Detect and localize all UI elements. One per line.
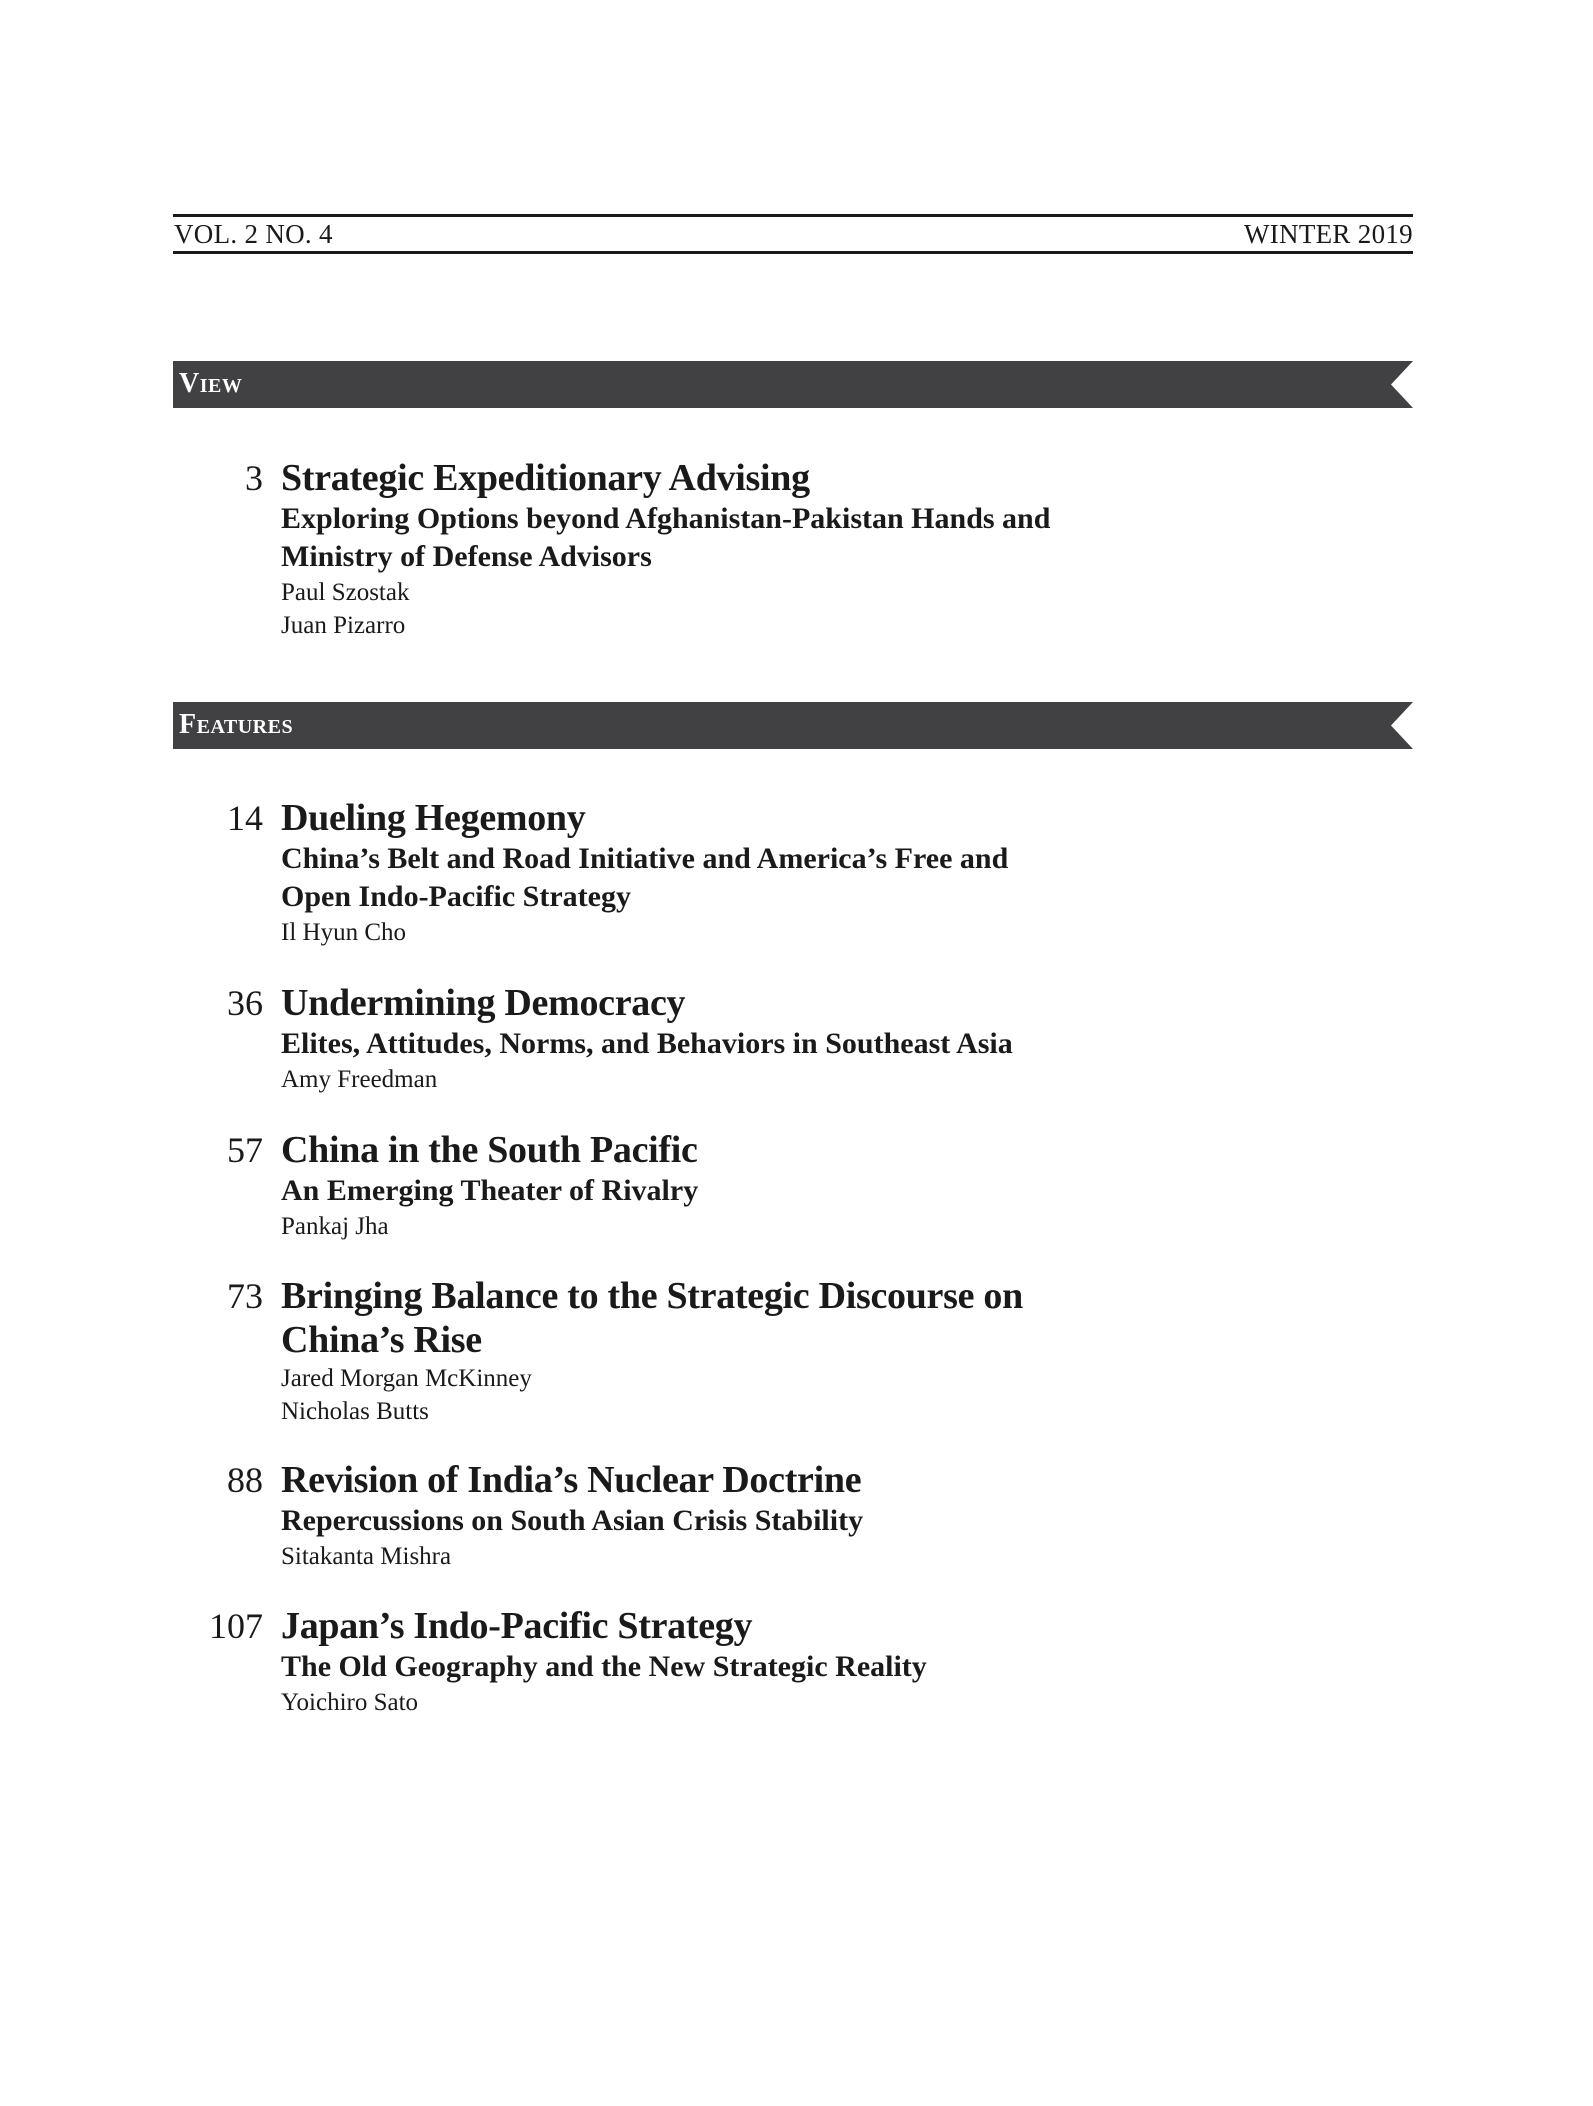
article-title: Japan’s Indo-Pacific Strategy <box>281 1605 753 1647</box>
page-number: 14 <box>227 798 263 838</box>
page-number: 57 <box>227 1130 263 1170</box>
banner-shape <box>173 702 1413 749</box>
page-number: 3 <box>245 458 263 498</box>
volume-number: VOL. 2 NO. 4 <box>174 219 333 249</box>
article-author: Nicholas Butts <box>281 1398 429 1425</box>
article-author: Pankaj Jha <box>281 1213 389 1240</box>
issue-season: WINTER 2019 <box>1243 219 1413 249</box>
article-subtitle: Ministry of Defense Advisors <box>281 540 652 573</box>
article-title: China in the South Pacific <box>281 1129 698 1171</box>
article-title: Dueling Hegemony <box>281 797 586 839</box>
page-number: 36 <box>227 983 263 1023</box>
section-label-view: View <box>179 368 243 399</box>
article-subtitle: An Emerging Theater of Rivalry <box>281 1174 699 1207</box>
article-subtitle: The Old Geography and the New Strategic Reality <box>281 1650 927 1683</box>
section-banner-view <box>173 361 1413 408</box>
page-number: 73 <box>227 1276 263 1316</box>
article-title: China’s Rise <box>281 1319 482 1361</box>
article-subtitle: Elites, Attitudes, Norms, and Behaviors in Southeast Asia <box>281 1027 1013 1060</box>
article-title: Bringing Balance to the Strategic Discourse on <box>281 1275 1023 1317</box>
article-author: Amy Freedman <box>281 1066 438 1093</box>
article-subtitle: China’s Belt and Road Initiative and America’s Free and <box>281 842 1009 875</box>
header-bottom-rule <box>173 251 1413 254</box>
article-title: Undermining Democracy <box>281 982 686 1024</box>
article-subtitle: Open Indo-Pacific Strategy <box>281 880 631 913</box>
page-number: 107 <box>209 1606 263 1646</box>
article-title: Strategic Expeditionary Advising <box>281 457 810 499</box>
banner-shape <box>173 361 1413 408</box>
article-author: Il Hyun Cho <box>281 919 406 946</box>
section-label-features: Features <box>179 709 294 740</box>
article-subtitle: Exploring Options beyond Afghanistan-Pakistan Hands and <box>281 502 1051 535</box>
article-author: Yoichiro Sato <box>281 1689 419 1716</box>
article-subtitle: Repercussions on South Asian Crisis Stability <box>281 1504 864 1537</box>
article-title: Revision of India’s Nuclear Doctrine <box>281 1459 862 1501</box>
article-author: Juan Pizarro <box>281 612 406 639</box>
header-top-rule <box>173 214 1413 217</box>
article-author: Paul Szostak <box>281 579 410 606</box>
article-author: Sitakanta Mishra <box>281 1543 452 1570</box>
article-author: Jared Morgan McKinney <box>281 1365 532 1392</box>
section-banner-features <box>173 702 1413 749</box>
page-number: 88 <box>227 1460 263 1500</box>
